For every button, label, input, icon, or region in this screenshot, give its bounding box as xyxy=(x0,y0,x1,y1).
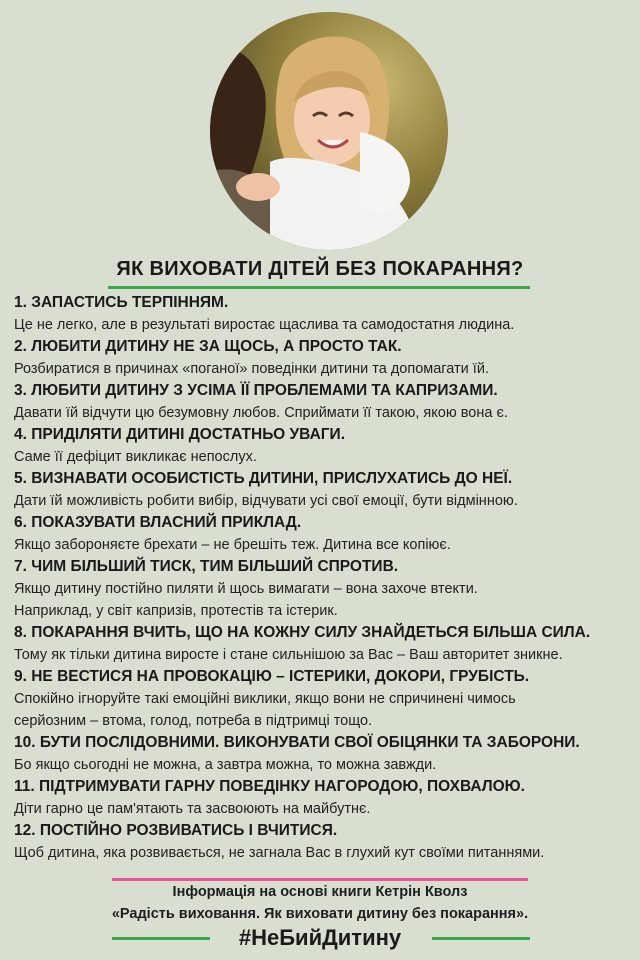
item-text: Це не легко, але в результаті виростає щаслива та самодостатня людина. xyxy=(14,317,515,333)
item-text: Діти гарно це пам'ятають та засвоюють на майбутнє. xyxy=(14,801,371,817)
list-item xyxy=(14,556,630,622)
item-heading: 5. ВИЗНАВАТИ ОСОБИСТІСТЬ ДИТИНИ, ПРИСЛУХАТИСЬ ДО НЕЇ. xyxy=(14,470,513,487)
source-line-2: «Радість виховання. Як виховати дитину без покарання». xyxy=(111,906,529,922)
list-item xyxy=(14,336,630,380)
item-text: Бо якщо сьогодні не можна, а завтра можна, то можна завжди. xyxy=(14,757,437,773)
item-heading: 2. ЛЮБИТИ ДИТИНУ НЕ ЗА ЩОСЬ, А ПРОСТО ТАК. xyxy=(14,338,402,355)
list-item xyxy=(14,468,630,512)
footer-divider xyxy=(112,878,528,881)
list-item xyxy=(14,292,630,336)
item-text: серйозним – втома, голод, потреба в підтримці тощо. xyxy=(14,713,373,729)
item-text: Якщо забороняєте брехати – не брешіть теж. Дитина все копіює. xyxy=(14,537,451,553)
item-heading: 11. ПІДТРИМУВАТИ ГАРНУ ПОВЕДІНКУ НАГОРОДОЮ, ПОХВАЛОЮ. xyxy=(14,778,525,795)
list-item xyxy=(14,380,630,424)
item-text: Якщо дитину постійно пиляти й щось вимагати – вона захоче втекти. xyxy=(14,581,478,597)
item-text: Наприклад, у світ капризів, протестів та істерик. xyxy=(14,603,338,619)
item-heading: 7. ЧИМ БІЛЬШИЙ ТИСК, ТИМ БІЛЬШИЙ СПРОТИВ. xyxy=(14,558,399,575)
item-heading: 3. ЛЮБИТИ ДИТИНУ З УСІМА ЇЇ ПРОБЛЕМАМИ ТА КАПРИЗАМИ. xyxy=(14,382,498,399)
item-text: Щоб дитина, яка розвивається, не загнала Вас в глухий кут своїми питаннями. xyxy=(14,845,545,861)
tips-list xyxy=(14,292,630,864)
hashtag-block xyxy=(0,925,640,953)
item-heading: 10. БУТИ ПОСЛІДОВНИМИ. ВИКОНУВАТИ СВОЇ ОБІЦЯНКИ ТА ЗАБОРОНИ. xyxy=(14,734,580,751)
item-text: Тому як тільки дитина виросте і стане сильнішою за Вас – Ваш авторитет зникне. xyxy=(14,647,563,663)
list-item xyxy=(14,512,630,556)
hug-photo-illustration xyxy=(210,12,448,250)
list-item xyxy=(14,776,630,820)
item-heading: 12. ПОСТІЙНО РОЗВИВАТИСЬ І ВЧИТИСЯ. xyxy=(14,822,338,839)
list-item xyxy=(14,424,630,468)
item-heading: 4. ПРИДІЛЯТИ ДИТИНІ ДОСТАТНЬО УВАГИ. xyxy=(14,426,346,443)
page-title: ЯК ВИХОВАТИ ДІТЕЙ БЕЗ ПОКАРАННЯ? xyxy=(116,258,524,280)
item-text: Спокійно ігноруйте такі емоційні виклики, якщо вони не спричинені чимось xyxy=(14,691,516,707)
item-heading: 9. НЕ ВЕСТИСЯ НА ПРОВОКАЦІЮ – ІСТЕРИКИ, ДОКОРИ, ГРУБІСТЬ. xyxy=(14,668,530,685)
item-heading: 8. ПОКАРАННЯ ВЧИТЬ, ЩО НА КОЖНУ СИЛУ ЗНАЙДЕТЬСЯ БІЛЬША СИЛА. xyxy=(14,624,591,641)
item-heading: 1. ЗАПАСТИСЬ ТЕРПІННЯМ. xyxy=(14,294,229,311)
hug-photo xyxy=(210,12,448,250)
source-line-1: Інформація на основі книги Кетрін Кволз xyxy=(172,884,468,900)
list-item xyxy=(14,820,630,864)
item-text: Дати їй можливість робити вибір, відчувати усі свої емоції, бути відмінною. xyxy=(14,493,518,509)
hashtag: #НеБийДитину xyxy=(238,925,402,950)
list-item xyxy=(14,732,630,776)
title-underline xyxy=(108,286,530,289)
item-text: Давати їй відчути цю безумовну любов. Сприймати її такою, якою вона є. xyxy=(14,405,508,421)
item-heading: 6. ПОКАЗУВАТИ ВЛАСНИЙ ПРИКЛАД. xyxy=(14,514,302,531)
list-item xyxy=(14,622,630,666)
item-text: Саме її дефіцит викликає непослух. xyxy=(14,449,257,465)
list-item xyxy=(14,666,630,732)
item-text: Розбиратися в причинах «поганої» поведінки дитини та допомагати їй. xyxy=(14,361,489,377)
